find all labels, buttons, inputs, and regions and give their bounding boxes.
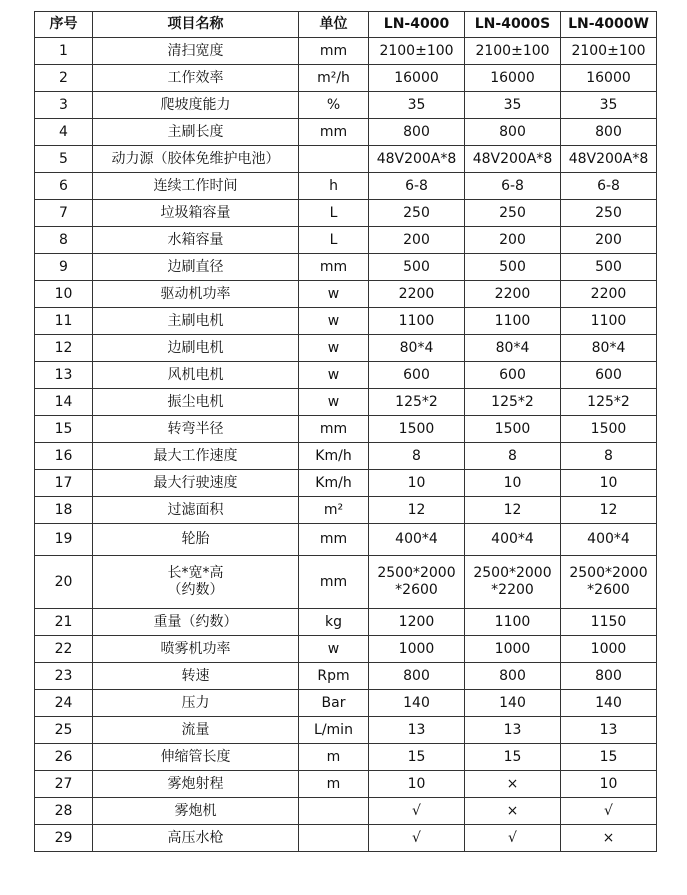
cell-ln4000: 12 — [369, 497, 465, 524]
cell-ln4000w: 13 — [561, 717, 657, 744]
cell-unit: L — [299, 200, 369, 227]
cell-ln4000s: 6-8 — [465, 173, 561, 200]
cell-no: 23 — [35, 663, 93, 690]
table-row — [35, 497, 657, 524]
cell-name: 清扫宽度 — [93, 38, 299, 65]
cell-no: 15 — [35, 416, 93, 443]
cell-ln4000w: 16000 — [561, 65, 657, 92]
cell-name: 驱动机功率 — [93, 281, 299, 308]
cell-ln4000s: 140 — [465, 690, 561, 717]
cell-ln4000w: 10 — [561, 771, 657, 798]
table-row — [35, 335, 657, 362]
table-row — [35, 825, 657, 852]
cell-ln4000: √ — [369, 798, 465, 825]
cell-no: 4 — [35, 119, 93, 146]
cell-unit — [299, 825, 369, 852]
cell-no: 28 — [35, 798, 93, 825]
table-row — [35, 38, 657, 65]
cell-ln4000: 600 — [369, 362, 465, 389]
cell-name: 过滤面积 — [93, 497, 299, 524]
cell-unit: w — [299, 362, 369, 389]
cell-ln4000s: 200 — [465, 227, 561, 254]
cell-value-line-2: *2600 — [587, 582, 630, 598]
cell-ln4000w: 6-8 — [561, 173, 657, 200]
cell-ln4000: 1200 — [369, 609, 465, 636]
cell-name: 连续工作时间 — [93, 173, 299, 200]
cell-unit: mm — [299, 524, 369, 556]
cell-no: 2 — [35, 65, 93, 92]
cell-ln4000s: 600 — [465, 362, 561, 389]
cell-value-line-1: 2500*2000 — [473, 565, 552, 582]
cell-ln4000w: 35 — [561, 92, 657, 119]
table-row — [35, 443, 657, 470]
cell-ln4000: 80*4 — [369, 335, 465, 362]
cell-unit: m — [299, 771, 369, 798]
cell-no: 21 — [35, 609, 93, 636]
table-row — [35, 65, 657, 92]
cell-ln4000s: 16000 — [465, 65, 561, 92]
cell-unit: w — [299, 308, 369, 335]
header-cell-unit: 单位 — [299, 12, 369, 38]
cell-no: 5 — [35, 146, 93, 173]
table-row — [35, 92, 657, 119]
cell-ln4000 — [369, 556, 465, 609]
cell-no: 12 — [35, 335, 93, 362]
cell-name: 转弯半径 — [93, 416, 299, 443]
cell-ln4000w: 400*4 — [561, 524, 657, 556]
cell-ln4000w: 125*2 — [561, 389, 657, 416]
cell-unit: w — [299, 636, 369, 663]
cell-ln4000w: 48V200A*8 — [561, 146, 657, 173]
table-row — [35, 416, 657, 443]
cell-ln4000: 6-8 — [369, 173, 465, 200]
table-row — [35, 744, 657, 771]
cell-ln4000: 250 — [369, 200, 465, 227]
cell-ln4000s: × — [465, 798, 561, 825]
cell-value-line-1: 2500*2000 — [569, 565, 648, 582]
cell-ln4000w: 1150 — [561, 609, 657, 636]
cell-no: 18 — [35, 497, 93, 524]
cell-ln4000w: 2200 — [561, 281, 657, 308]
cell-no: 17 — [35, 470, 93, 497]
cell-no: 22 — [35, 636, 93, 663]
cell-unit — [299, 798, 369, 825]
cell-unit: L/min — [299, 717, 369, 744]
cell-no: 29 — [35, 825, 93, 852]
table-row — [35, 524, 657, 556]
cell-name: 爬坡度能力 — [93, 92, 299, 119]
table-row — [35, 119, 657, 146]
cell-name: 主刷长度 — [93, 119, 299, 146]
cell-ln4000w: 600 — [561, 362, 657, 389]
cell-no: 20 — [35, 556, 93, 609]
cell-ln4000: 2100±100 — [369, 38, 465, 65]
cell-name-line-1: 长*宽*高 — [167, 565, 224, 582]
table-row — [35, 146, 657, 173]
cell-no: 6 — [35, 173, 93, 200]
header-cell-no: 序号 — [35, 12, 93, 38]
cell-ln4000s: 13 — [465, 717, 561, 744]
table-row — [35, 609, 657, 636]
cell-no: 10 — [35, 281, 93, 308]
cell-ln4000: 140 — [369, 690, 465, 717]
cell-name: 轮胎 — [93, 524, 299, 556]
cell-ln4000s: 1500 — [465, 416, 561, 443]
cell-ln4000: 1000 — [369, 636, 465, 663]
table-row — [35, 308, 657, 335]
cell-ln4000: 10 — [369, 771, 465, 798]
cell-ln4000s: 8 — [465, 443, 561, 470]
cell-ln4000w: 2100±100 — [561, 38, 657, 65]
cell-ln4000s: × — [465, 771, 561, 798]
cell-ln4000s: 800 — [465, 119, 561, 146]
cell-name: 转速 — [93, 663, 299, 690]
cell-unit: mm — [299, 254, 369, 281]
cell-ln4000s: 500 — [465, 254, 561, 281]
cell-no: 7 — [35, 200, 93, 227]
cell-name: 风机电机 — [93, 362, 299, 389]
cell-no: 8 — [35, 227, 93, 254]
cell-value-line-2: *2600 — [395, 582, 438, 598]
cell-ln4000w: 1000 — [561, 636, 657, 663]
table-row — [35, 254, 657, 281]
cell-unit: Rpm — [299, 663, 369, 690]
cell-name: 主刷电机 — [93, 308, 299, 335]
cell-ln4000w: 80*4 — [561, 335, 657, 362]
cell-unit: m² — [299, 497, 369, 524]
cell-no: 24 — [35, 690, 93, 717]
cell-unit: % — [299, 92, 369, 119]
cell-ln4000: 500 — [369, 254, 465, 281]
header-cell-name: 项目名称 — [93, 12, 299, 38]
cell-ln4000s: 2100±100 — [465, 38, 561, 65]
cell-ln4000s: 10 — [465, 470, 561, 497]
cell-no: 19 — [35, 524, 93, 556]
cell-ln4000: 13 — [369, 717, 465, 744]
cell-ln4000w: 140 — [561, 690, 657, 717]
cell-name-line-2: （约数） — [167, 582, 224, 598]
cell-ln4000s: 1000 — [465, 636, 561, 663]
cell-ln4000s: 80*4 — [465, 335, 561, 362]
cell-unit: mm — [299, 556, 369, 609]
cell-ln4000w: 12 — [561, 497, 657, 524]
cell-ln4000w: 15 — [561, 744, 657, 771]
cell-ln4000s: 15 — [465, 744, 561, 771]
cell-no: 14 — [35, 389, 93, 416]
cell-name: 边刷直径 — [93, 254, 299, 281]
cell-ln4000: 200 — [369, 227, 465, 254]
table-row — [35, 771, 657, 798]
cell-unit: L — [299, 227, 369, 254]
cell-ln4000w — [561, 556, 657, 609]
cell-ln4000w: 1100 — [561, 308, 657, 335]
cell-ln4000s — [465, 556, 561, 609]
cell-no: 11 — [35, 308, 93, 335]
cell-ln4000: 8 — [369, 443, 465, 470]
cell-no: 16 — [35, 443, 93, 470]
cell-no: 13 — [35, 362, 93, 389]
cell-name — [93, 556, 299, 609]
cell-value-line-1: 2500*2000 — [377, 565, 456, 582]
table-row — [35, 663, 657, 690]
cell-ln4000w: 800 — [561, 119, 657, 146]
table-row — [35, 362, 657, 389]
cell-ln4000w: 250 — [561, 200, 657, 227]
table-row — [35, 200, 657, 227]
cell-ln4000s: 2200 — [465, 281, 561, 308]
cell-ln4000w: 8 — [561, 443, 657, 470]
cell-unit — [299, 146, 369, 173]
cell-no: 25 — [35, 717, 93, 744]
cell-unit: w — [299, 389, 369, 416]
cell-ln4000w: 200 — [561, 227, 657, 254]
cell-unit: mm — [299, 38, 369, 65]
cell-name: 振尘电机 — [93, 389, 299, 416]
table-row — [35, 717, 657, 744]
cell-name: 水箱容量 — [93, 227, 299, 254]
cell-no: 9 — [35, 254, 93, 281]
cell-ln4000w: 10 — [561, 470, 657, 497]
cell-ln4000s: 1100 — [465, 308, 561, 335]
cell-ln4000: 1500 — [369, 416, 465, 443]
cell-ln4000: 400*4 — [369, 524, 465, 556]
cell-ln4000: 125*2 — [369, 389, 465, 416]
cell-unit: mm — [299, 416, 369, 443]
cell-ln4000w: 500 — [561, 254, 657, 281]
table-row — [35, 556, 657, 609]
spec-table — [34, 11, 657, 852]
table-row — [35, 173, 657, 200]
cell-unit: kg — [299, 609, 369, 636]
table-row — [35, 281, 657, 308]
cell-ln4000w: × — [561, 825, 657, 852]
table-header-row — [35, 12, 657, 38]
cell-name: 压力 — [93, 690, 299, 717]
table-row — [35, 227, 657, 254]
cell-no: 3 — [35, 92, 93, 119]
cell-name: 雾炮射程 — [93, 771, 299, 798]
table-row — [35, 798, 657, 825]
cell-ln4000s: 125*2 — [465, 389, 561, 416]
table-row — [35, 389, 657, 416]
cell-name: 动力源（胶体免维护电池） — [93, 146, 299, 173]
cell-name: 垃圾箱容量 — [93, 200, 299, 227]
cell-ln4000: 15 — [369, 744, 465, 771]
cell-name: 高压水枪 — [93, 825, 299, 852]
cell-ln4000: 10 — [369, 470, 465, 497]
cell-value-line-2: *2200 — [491, 582, 534, 598]
cell-unit: m²/h — [299, 65, 369, 92]
header-cell-ln4000: LN-4000 — [369, 12, 465, 38]
header-cell-ln4000w: LN-4000W — [561, 12, 657, 38]
cell-ln4000s: 35 — [465, 92, 561, 119]
cell-unit: Km/h — [299, 443, 369, 470]
cell-ln4000s: √ — [465, 825, 561, 852]
cell-ln4000: 800 — [369, 663, 465, 690]
cell-unit: h — [299, 173, 369, 200]
cell-unit: w — [299, 281, 369, 308]
cell-name: 边刷电机 — [93, 335, 299, 362]
cell-ln4000s: 250 — [465, 200, 561, 227]
cell-ln4000s: 1100 — [465, 609, 561, 636]
cell-ln4000w: √ — [561, 798, 657, 825]
cell-name: 雾炮机 — [93, 798, 299, 825]
cell-unit: w — [299, 335, 369, 362]
cell-name: 最大行驶速度 — [93, 470, 299, 497]
cell-ln4000w: 1500 — [561, 416, 657, 443]
cell-name: 工作效率 — [93, 65, 299, 92]
cell-ln4000: 2200 — [369, 281, 465, 308]
cell-no: 27 — [35, 771, 93, 798]
cell-ln4000w: 800 — [561, 663, 657, 690]
cell-ln4000s: 12 — [465, 497, 561, 524]
cell-unit: mm — [299, 119, 369, 146]
cell-ln4000: 1100 — [369, 308, 465, 335]
cell-name: 重量（约数） — [93, 609, 299, 636]
cell-unit: Km/h — [299, 470, 369, 497]
cell-no: 26 — [35, 744, 93, 771]
cell-name: 喷雾机功率 — [93, 636, 299, 663]
table-row — [35, 470, 657, 497]
header-cell-ln4000s: LN-4000S — [465, 12, 561, 38]
cell-name: 流量 — [93, 717, 299, 744]
cell-ln4000s: 800 — [465, 663, 561, 690]
table-row — [35, 690, 657, 717]
cell-ln4000: 800 — [369, 119, 465, 146]
cell-ln4000: √ — [369, 825, 465, 852]
cell-ln4000: 48V200A*8 — [369, 146, 465, 173]
cell-ln4000s: 400*4 — [465, 524, 561, 556]
cell-name: 伸缩管长度 — [93, 744, 299, 771]
table-row — [35, 636, 657, 663]
cell-ln4000s: 48V200A*8 — [465, 146, 561, 173]
cell-unit: Bar — [299, 690, 369, 717]
cell-unit: m — [299, 744, 369, 771]
cell-no: 1 — [35, 38, 93, 65]
cell-ln4000: 35 — [369, 92, 465, 119]
cell-ln4000: 16000 — [369, 65, 465, 92]
cell-name: 最大工作速度 — [93, 443, 299, 470]
